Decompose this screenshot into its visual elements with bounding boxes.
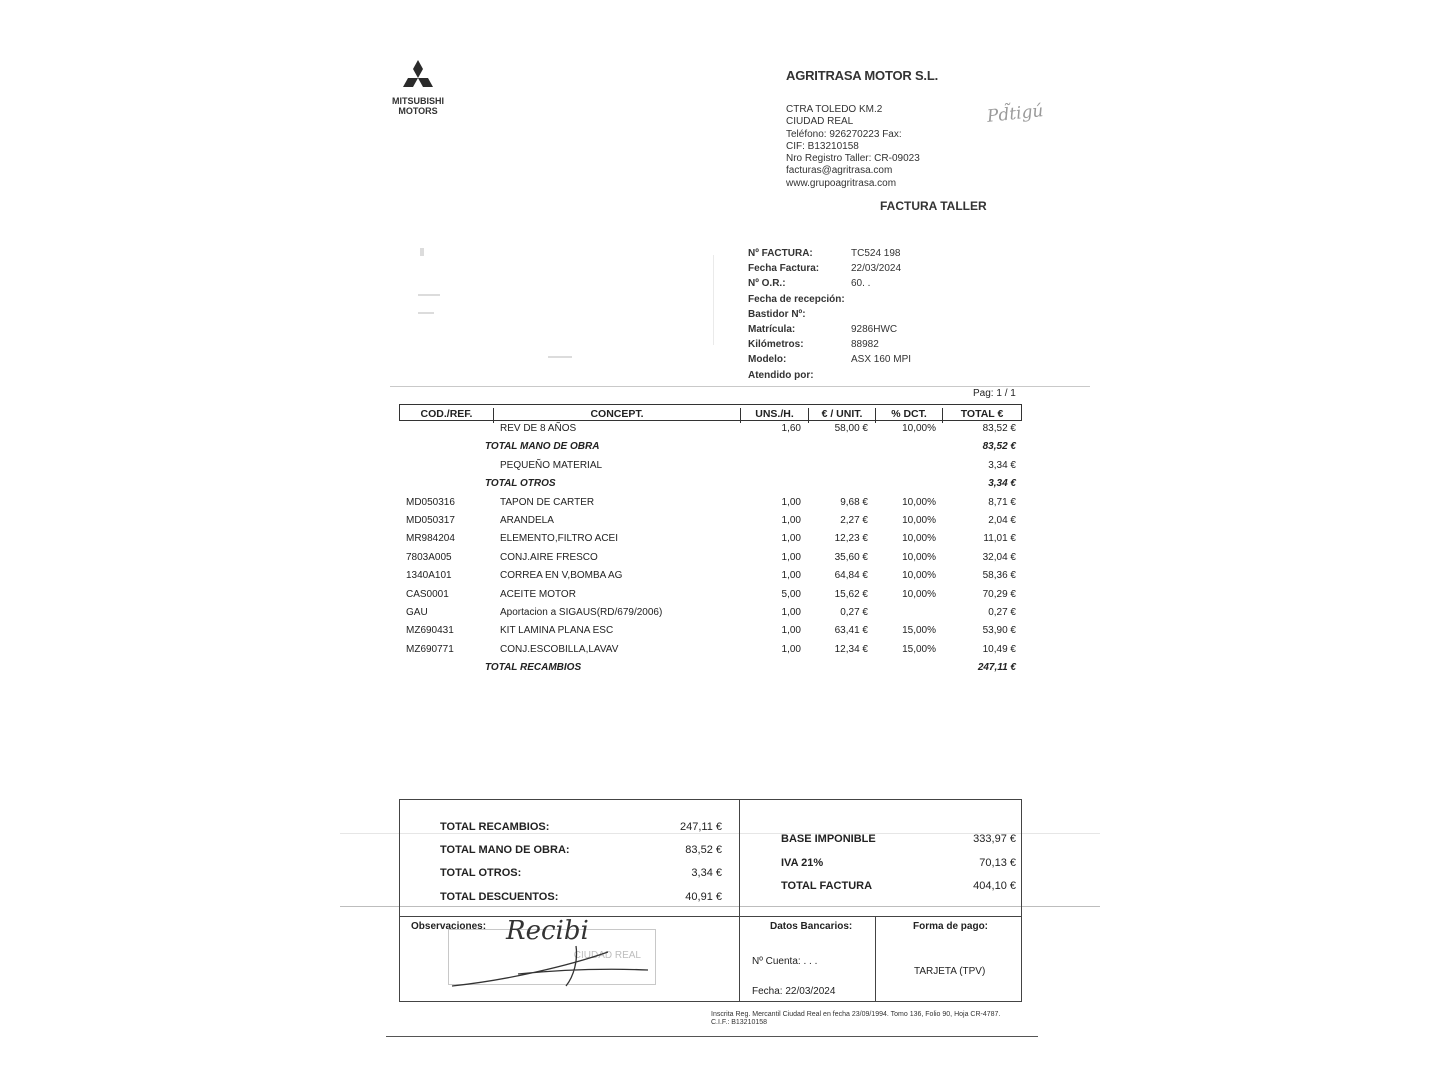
item-total: 70,29 € <box>982 588 1016 600</box>
item-discount: 10,00% <box>902 588 936 600</box>
company-name: AGRITRASA MOTOR S.L. <box>786 68 939 83</box>
item-total: 8,71 € <box>988 496 1016 508</box>
account-number: Nº Cuenta: . . . <box>752 956 818 967</box>
total-factura-value: 404,10 € <box>973 880 1016 892</box>
mitsubishi-diamonds-icon <box>399 60 437 96</box>
item-units: 1,00 <box>781 496 801 508</box>
item-units: 1,60 <box>781 423 801 434</box>
table-row <box>399 531 1022 549</box>
item-total: 2,04 € <box>988 514 1016 526</box>
invoice-number: TC524 198 <box>851 248 901 259</box>
brand-line-2: MOTORS <box>398 106 438 116</box>
mileage: 88982 <box>851 339 879 351</box>
item-code: MR984204 <box>406 533 455 545</box>
handwritten-note: Pd̃tigú <box>986 101 1045 127</box>
item-concept: TAPON DE CARTER <box>500 496 595 508</box>
scan-smudge <box>420 248 424 256</box>
table-row <box>399 568 1022 586</box>
info-label: Fecha de recepción: <box>748 293 845 305</box>
item-code: MZ690771 <box>406 643 454 655</box>
total-recambios-value: 247,11 € <box>679 821 722 833</box>
page-number: Pag: 1 / 1 <box>973 388 1016 399</box>
item-total: 53,90 € <box>982 625 1016 637</box>
scan-smudge <box>418 294 440 296</box>
info-label: Modelo: <box>748 354 787 366</box>
footer-divider <box>875 916 876 1001</box>
iva-value: 70,13 € <box>979 857 1016 869</box>
item-units: 1,00 <box>781 643 801 655</box>
item-concept: ARANDELA <box>500 514 554 526</box>
total-descuentos-value: 40,91 € <box>685 891 722 903</box>
scan-smudge <box>548 356 572 358</box>
totals-box <box>399 799 1022 1002</box>
company-website: www.grupoagritrasa.com <box>786 177 897 189</box>
company-cif: CIF: B13210158 <box>786 140 859 152</box>
license-plate: 9286HWC <box>851 323 898 335</box>
table-row <box>399 642 1022 660</box>
subtotal-row <box>399 439 1022 457</box>
bank-details-label: Datos Bancarios: <box>770 921 853 932</box>
footer-divider <box>739 916 740 1001</box>
table-row <box>399 623 1022 641</box>
subtotal-row <box>399 660 1022 678</box>
item-total: 10,49 € <box>982 643 1016 655</box>
table-row <box>399 513 1022 531</box>
parts-subtotal-label: TOTAL RECAMBIOS <box>485 662 582 674</box>
labor-subtotal-value: 83,52 € <box>982 441 1016 453</box>
total-recambios-label: TOTAL RECAMBIOS: <box>440 821 550 833</box>
mitsubishi-logo <box>388 60 448 116</box>
item-units: 5,00 <box>781 588 801 600</box>
item-discount: 10,00% <box>902 496 936 508</box>
info-label: Bastidor Nº: <box>748 308 806 320</box>
payment-method-value: TARJETA (TPV) <box>914 966 986 977</box>
item-units: 1,00 <box>781 514 801 526</box>
line-items-table <box>399 404 1022 678</box>
parts-subtotal-value: 247,11 € <box>977 662 1016 674</box>
company-details <box>786 104 920 190</box>
stamp-text: CIUDAD REAL <box>573 950 641 961</box>
col-header-cod: COD./REF. <box>420 408 473 420</box>
payment-date: Fecha: 22/03/2024 <box>752 986 836 997</box>
item-concept: PEQUEÑO MATERIAL <box>500 459 603 471</box>
item-code: 1340A101 <box>406 570 452 582</box>
total-descuentos-label: TOTAL DESCUENTOS: <box>440 891 559 903</box>
col-header-unit: € / UNIT. <box>821 408 863 420</box>
address-line-1: CTRA TOLEDO KM.2 <box>786 104 883 115</box>
company-email: facturas@agritrasa.com <box>786 165 893 177</box>
col-header-uns: UNS./H. <box>755 408 794 420</box>
item-concept: CONJ.ESCOBILLA,LAVAV <box>500 643 619 655</box>
total-mano-obra-label: TOTAL MANO DE OBRA: <box>440 844 570 856</box>
table-row <box>399 550 1022 568</box>
table-header <box>399 404 1022 421</box>
item-code: MD050316 <box>406 496 455 508</box>
document-title: FACTURA TALLER <box>880 199 987 213</box>
item-concept: CONJ.AIRE FRESCO <box>500 551 598 563</box>
item-total: 11,01 € <box>983 533 1016 545</box>
item-total: 32,04 € <box>982 551 1016 563</box>
other-subtotal-label: TOTAL OTROS <box>485 478 556 490</box>
info-label: Kilómetros: <box>748 339 804 351</box>
total-factura-label: TOTAL FACTURA <box>781 880 873 892</box>
item-concept: REV DE 8 AÑOS <box>500 423 577 434</box>
col-header-dct: % DCT. <box>891 408 927 420</box>
totals-divider <box>739 800 740 917</box>
phone-fax: Teléfono: 926270223 Fax: <box>786 128 902 140</box>
info-label: Matrícula: <box>748 323 796 335</box>
item-discount: 10,00% <box>902 533 936 545</box>
table-row <box>399 587 1022 605</box>
subtotal-row <box>399 476 1022 494</box>
item-unit-price: 63,41 € <box>834 625 868 637</box>
table-row <box>399 495 1022 513</box>
item-concept: KIT LAMINA PLANA ESC <box>500 625 614 637</box>
item-discount: 15,00% <box>902 643 936 655</box>
base-imponible-value: 333,97 € <box>973 833 1016 845</box>
item-total: 83,52 € <box>982 423 1016 434</box>
invoice-date: 22/03/2024 <box>851 263 902 275</box>
item-code: 7803A005 <box>406 551 452 563</box>
item-unit-price: 58,00 € <box>834 423 868 434</box>
scan-smudge <box>713 255 714 345</box>
item-total: 0,27 € <box>988 606 1016 618</box>
footer-rule <box>386 1036 1038 1037</box>
item-unit-price: 15,62 € <box>834 588 868 600</box>
item-discount: 10,00% <box>902 551 936 563</box>
table-row <box>399 605 1022 623</box>
repair-order-number: 60. . <box>851 278 871 290</box>
signature: Recibi <box>506 916 589 946</box>
item-discount: 10,00% <box>902 423 936 434</box>
item-unit-price: 2,27 € <box>840 514 868 526</box>
item-discount: 10,00% <box>902 514 936 526</box>
item-unit-price: 9,68 € <box>840 496 868 508</box>
header-divider <box>390 386 1090 387</box>
brand-line-1: MITSUBISHI <box>391 96 444 106</box>
info-label: Nº O.R.: <box>748 278 786 290</box>
labor-subtotal-label: TOTAL MANO DE OBRA <box>485 441 600 453</box>
table-row <box>399 458 1022 476</box>
item-concept: ACEITE MOTOR <box>500 588 576 600</box>
item-code: MD050317 <box>406 514 455 526</box>
col-header-total: TOTAL € <box>960 408 1004 420</box>
item-code: MZ690431 <box>406 625 454 637</box>
other-subtotal-value: 3,34 € <box>988 478 1016 490</box>
scan-smudge <box>418 312 434 314</box>
total-otros-label: TOTAL OTROS: <box>440 867 522 879</box>
observations-label: Observaciones: <box>411 921 487 932</box>
item-concept: CORREA EN V,BOMBA AG <box>500 570 623 582</box>
item-discount: 10,00% <box>902 570 936 582</box>
totals-divider <box>400 916 1021 917</box>
info-label: Fecha Factura: <box>748 263 820 275</box>
item-units: 1,00 <box>781 551 801 563</box>
item-code: GAU <box>406 606 428 618</box>
info-label: Nº FACTURA: <box>748 248 813 259</box>
address-line-2: CIUDAD REAL <box>786 116 854 128</box>
item-units: 1,00 <box>781 533 801 545</box>
payment-method-label: Forma de pago: <box>913 921 989 932</box>
item-units: 1,00 <box>781 625 801 637</box>
base-imponible-label: BASE IMPONIBLE <box>781 833 876 845</box>
total-mano-obra-value: 83,52 € <box>685 844 722 856</box>
registry-footer-note: Inscrita Reg. Mercantil Ciudad Real en fecha 23/09/1994. Tomo 136, Folio 90, Hoja CR-4787. C.I.F.: B13210158 <box>711 1011 1001 1026</box>
info-label: Atendido por: <box>748 369 814 381</box>
workshop-registry: Nro Registro Taller: CR-09023 <box>786 153 920 165</box>
item-unit-price: 0,27 € <box>840 606 868 618</box>
item-unit-price: 12,34 € <box>834 643 868 655</box>
item-unit-price: 35,60 € <box>834 551 868 563</box>
item-concept: ELEMENTO,FILTRO ACEI <box>500 533 618 545</box>
total-otros-value: 3,34 € <box>691 867 722 879</box>
item-total: 58,36 € <box>982 570 1016 582</box>
vehicle-model: ASX 160 MPI <box>851 354 912 366</box>
item-unit-price: 12,23 € <box>834 533 868 545</box>
item-concept: Aportacion a SIGAUS(RD/679/2006) <box>500 606 663 618</box>
table-row <box>399 421 1022 439</box>
item-total: 3,34 € <box>988 459 1016 471</box>
item-discount: 15,00% <box>902 625 936 637</box>
item-units: 1,00 <box>781 606 801 618</box>
item-code: CAS0001 <box>406 588 449 600</box>
item-unit-price: 64,84 € <box>834 570 868 582</box>
item-units: 1,00 <box>781 570 801 582</box>
col-header-concept: CONCEPT. <box>590 408 644 420</box>
signature-stroke <box>448 940 668 990</box>
iva-label: IVA 21% <box>781 857 824 869</box>
